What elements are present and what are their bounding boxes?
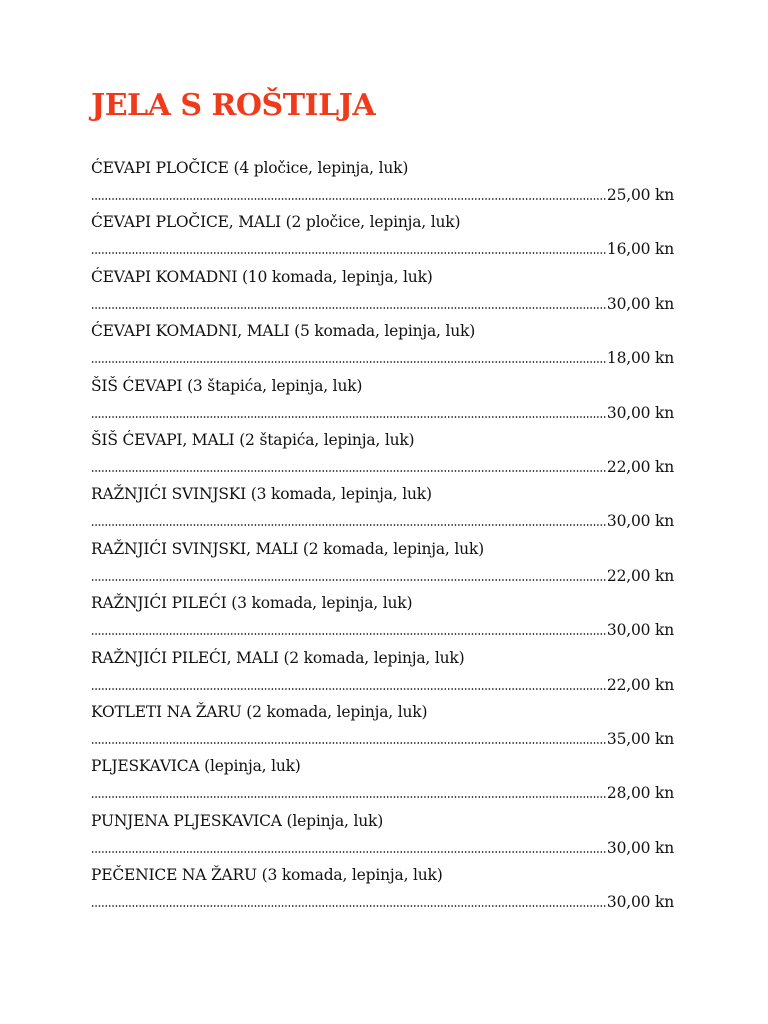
item-price: 30,00 kn: [606, 893, 674, 912]
price-line: [91, 782, 674, 804]
dot-leader: [91, 578, 606, 582]
item-name: KOTLETI NA ŽARU (2 komada, lepinja, luk): [91, 702, 428, 721]
price-line: [91, 184, 674, 206]
item-name: PUNJENA PLJESKAVICA (lepinja, luk): [91, 811, 384, 830]
item-price: 22,00 kn: [606, 675, 674, 694]
price-line: [91, 891, 674, 913]
item-price: 28,00 kn: [606, 784, 674, 803]
item-name: RAŽNJIĆI SVINJSKI, MALI (2 komada, lepinja, luk): [91, 539, 484, 558]
dot-leader: [91, 523, 606, 527]
price-line: [91, 510, 674, 532]
menu-list: [91, 155, 674, 916]
dot-leader: [91, 741, 606, 745]
price-line: [91, 619, 674, 641]
price-line: [91, 565, 674, 587]
item-price: 25,00 kn: [606, 186, 674, 204]
item-price: 30,00 kn: [606, 403, 674, 422]
menu-item: [91, 155, 674, 209]
item-name: ŠIŠ ĆEVAPI (3 štapića, lepinja, luk): [91, 376, 363, 395]
price-line: [91, 402, 674, 424]
item-price: 30,00 kn: [606, 512, 674, 531]
item-name: RAŽNJIĆI PILEĆI, MALI (2 komada, lepinja, luk): [91, 648, 465, 667]
menu-item: [91, 427, 674, 481]
item-name: PEČENICE NA ŽARU (3 komada, lepinja, luk): [91, 866, 443, 885]
item-name: ĆEVAPI PLOČICE, MALI (2 pločice, lepinja, luk): [91, 213, 461, 232]
menu-item: [91, 862, 674, 916]
menu-item: [91, 590, 674, 644]
item-price: 30,00 kn: [606, 621, 674, 640]
price-line: [91, 347, 674, 369]
menu-title: JELA S ROŠTILJA: [91, 88, 376, 123]
item-name: ĆEVAPI PLOČICE (4 pločice, lepinja, luk): [91, 159, 409, 177]
dot-leader: [91, 850, 606, 854]
menu-item: [91, 264, 674, 318]
menu-item: [91, 536, 674, 590]
menu-item: [91, 318, 674, 372]
item-price: 30,00 kn: [606, 294, 674, 313]
item-name: RAŽNJIĆI PILEĆI (3 komada, lepinja, luk): [91, 594, 413, 613]
dot-leader: [91, 469, 606, 473]
dot-leader: [91, 197, 606, 201]
price-line: [91, 293, 674, 315]
dot-leader: [91, 251, 606, 255]
menu-item: [91, 645, 674, 699]
item-price: 30,00 kn: [606, 838, 674, 857]
item-price: 18,00 kn: [606, 349, 674, 368]
menu-item: [91, 808, 674, 862]
item-name: RAŽNJIĆI SVINJSKI (3 komada, lepinja, luk): [91, 485, 432, 504]
item-name: ĆEVAPI KOMADNI, MALI (5 komada, lepinja, luk): [91, 322, 476, 341]
price-line: [91, 728, 674, 750]
item-name: ŠIŠ ĆEVAPI, MALI (2 štapića, lepinja, luk): [91, 430, 415, 449]
price-line: [91, 238, 674, 260]
menu-item: [91, 481, 674, 535]
dot-leader: [91, 360, 606, 364]
menu-item: [91, 209, 674, 263]
menu-item: [91, 699, 674, 753]
dot-leader: [91, 306, 606, 310]
item-name: PLJESKAVICA (lepinja, luk): [91, 757, 301, 776]
item-price: 35,00 kn: [606, 729, 674, 748]
item-price: 22,00 kn: [606, 566, 674, 585]
menu-item: [91, 373, 674, 427]
dot-leader: [91, 687, 606, 691]
menu-item: [91, 753, 674, 807]
price-line: [91, 674, 674, 696]
dot-leader: [91, 415, 606, 419]
price-line: [91, 837, 674, 859]
item-price: 16,00 kn: [606, 240, 674, 259]
dot-leader: [91, 632, 606, 636]
item-price: 22,00 kn: [606, 457, 674, 476]
dot-leader: [91, 904, 606, 908]
item-name: ĆEVAPI KOMADNI (10 komada, lepinja, luk): [91, 267, 433, 286]
price-line: [91, 456, 674, 478]
dot-leader: [91, 795, 606, 799]
